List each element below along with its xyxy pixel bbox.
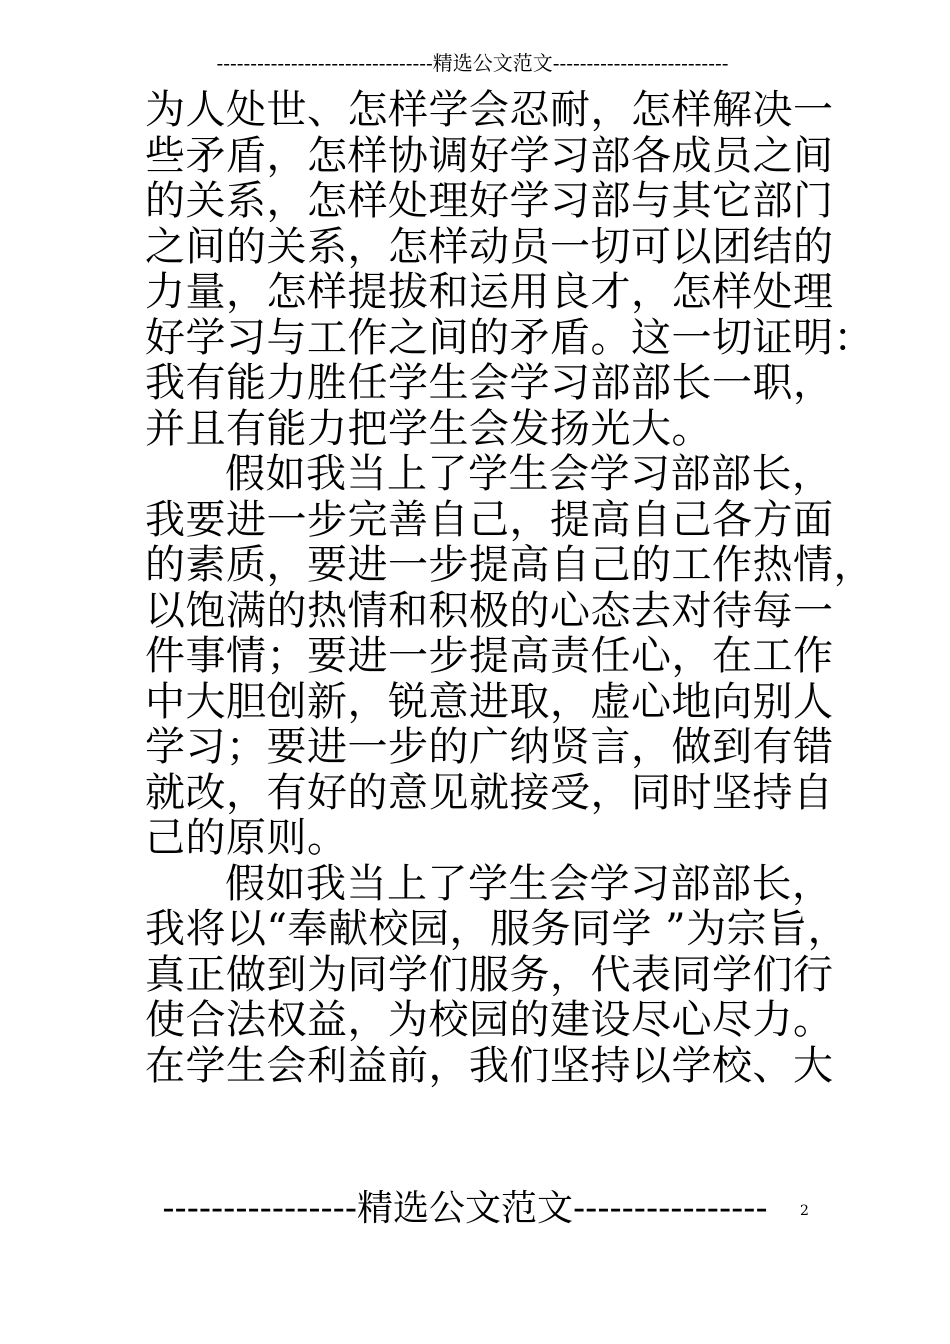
text-line: 好学习与工作之间的矛盾。这一切证明： [145, 314, 874, 361]
text-line: 真正做到为同学们服务，代表同学们行 [145, 951, 834, 998]
text-line: 的关系，怎样处理好学习部与其它部门 [145, 178, 834, 224]
paragraph-first-line: 假如我当上了学生会学习部部长， [225, 451, 833, 497]
text-line: 的素质，要进一步提高自己的工作热情， [145, 542, 874, 588]
body-text [145, 87, 874, 1089]
text-line: 在学生会利益前，我们坚持以学校、大 [145, 1042, 834, 1089]
text-line: 力量，怎样提拔和运用良才，怎样处理 [145, 269, 834, 315]
text-line: 我有能力胜任学生会学习部部长一职， [145, 360, 834, 406]
text-line: 己的原则。 [145, 815, 348, 861]
text-line: 我将以“奉献校园，服务同学 ”为宗旨， [145, 906, 849, 952]
page-footer: ----------------精选公文范文---------------- [162, 1188, 768, 1229]
paragraph-first-line: 假如我当上了学生会学习部部长， [225, 860, 833, 907]
page-header: --------------------------------精选公文范文-------------------------- [216, 51, 729, 75]
text-line: 使合法权益，为校园的建设尽心尽力。 [145, 997, 834, 1043]
text-line: 学习；要进一步的广纳贤言，做到有错 [145, 724, 834, 770]
page-number: 2 [800, 1203, 809, 1219]
text-line: 为人处世、怎样学会忍耐，怎样解决一 [145, 87, 834, 133]
text-line: 就改，有好的意见就接受，同时坚持自 [145, 769, 834, 816]
text-line: 些矛盾，怎样协调好学习部各成员之间 [145, 132, 834, 179]
text-line: 并且有能力把学生会发扬光大。 [145, 405, 712, 452]
text-line: 之间的关系，怎样动员一切可以团结的 [145, 223, 834, 270]
text-line: 以饱满的热情和积极的心态去对待每一 [145, 587, 834, 634]
text-line: 我要进一步完善自己，提高自己各方面 [145, 496, 834, 543]
text-line: 件事情；要进一步提高责任心，在工作 [145, 633, 834, 679]
text-line: 中大胆创新，锐意进取，虚心地向别人 [145, 678, 834, 725]
